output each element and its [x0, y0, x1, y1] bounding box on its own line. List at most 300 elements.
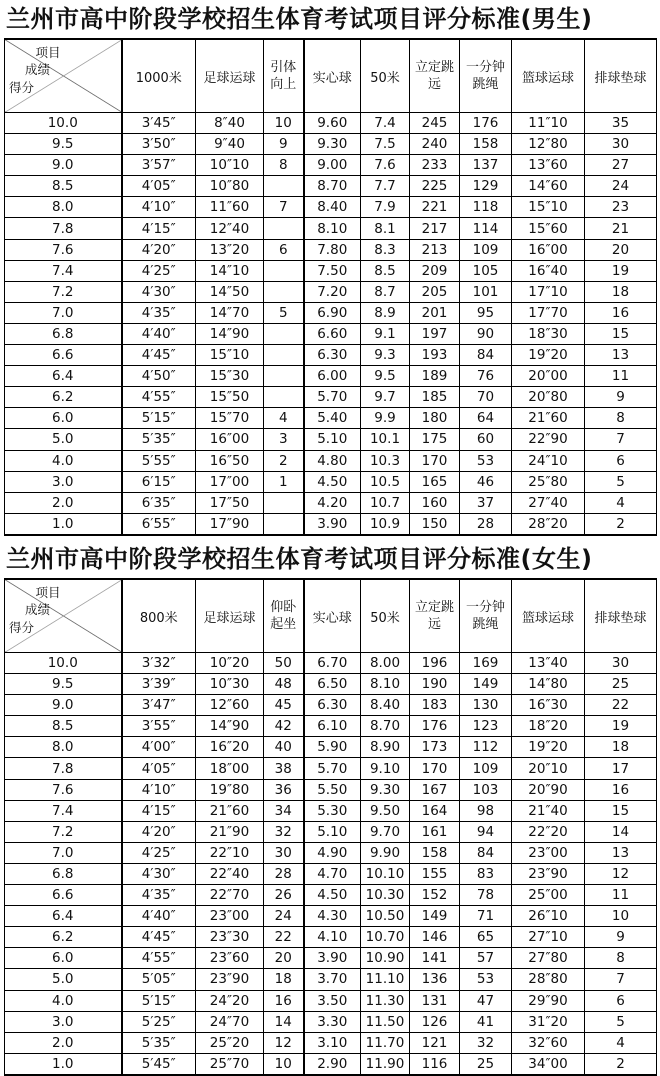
value-cell: 4′50″ [122, 366, 196, 387]
value-cell: 4′40″ [122, 323, 196, 344]
value-cell: 9.3 [361, 345, 410, 366]
score-cell: 7.4 [5, 800, 122, 821]
column-header: 篮球运球 [512, 39, 585, 113]
value-cell: 64 [460, 408, 512, 429]
value-cell: 7.50 [304, 260, 361, 281]
value-cell: 13″40 [512, 653, 585, 674]
table-row [5, 281, 657, 302]
value-cell: 5.10 [304, 429, 361, 450]
value-cell: 3′55″ [122, 716, 196, 737]
value-cell: 24 [264, 906, 304, 927]
value-cell: 8.40 [304, 197, 361, 218]
value-cell: 6.00 [304, 366, 361, 387]
value-cell: 5′15″ [122, 990, 196, 1011]
value-cell: 5 [264, 302, 304, 323]
value-cell: 4 [264, 408, 304, 429]
value-cell: 4′25″ [122, 260, 196, 281]
value-cell [264, 260, 304, 281]
value-cell: 27 [585, 155, 657, 176]
table-row [5, 906, 657, 927]
value-cell: 136 [410, 969, 460, 990]
value-cell: 22 [264, 927, 304, 948]
value-cell: 15″10 [196, 345, 264, 366]
value-cell: 15 [585, 323, 657, 344]
value-cell: 114 [460, 218, 512, 239]
value-cell: 27″10 [512, 927, 585, 948]
value-cell: 190 [410, 674, 460, 695]
male-score-table [4, 38, 657, 536]
value-cell: 197 [410, 323, 460, 344]
value-cell: 8.3 [361, 239, 410, 260]
value-cell: 13 [585, 345, 657, 366]
value-cell: 23 [585, 197, 657, 218]
value-cell: 20 [585, 239, 657, 260]
value-cell: 10 [264, 1053, 304, 1075]
value-cell: 7.80 [304, 239, 361, 260]
value-cell: 205 [410, 281, 460, 302]
value-cell: 16″30 [512, 695, 585, 716]
value-cell: 10.1 [361, 429, 410, 450]
value-cell: 6′15″ [122, 471, 196, 492]
value-cell: 11.10 [361, 969, 410, 990]
value-cell: 23″90 [196, 969, 264, 990]
value-cell: 10.9 [361, 513, 410, 535]
value-cell: 164 [410, 800, 460, 821]
value-cell: 16 [585, 779, 657, 800]
table-row [5, 345, 657, 366]
value-cell: 175 [410, 429, 460, 450]
value-cell: 4′25″ [122, 842, 196, 863]
value-cell: 221 [410, 197, 460, 218]
value-cell: 173 [410, 737, 460, 758]
value-cell: 105 [460, 260, 512, 281]
value-cell: 28″20 [512, 513, 585, 535]
value-cell: 11.50 [361, 1011, 410, 1032]
value-cell: 25 [585, 674, 657, 695]
value-cell: 5′35″ [122, 429, 196, 450]
score-cell: 10.0 [5, 653, 122, 674]
score-cell: 8.5 [5, 716, 122, 737]
column-header: 排球垫球 [585, 579, 657, 653]
value-cell: 7 [585, 429, 657, 450]
value-cell: 131 [410, 990, 460, 1011]
value-cell: 14″80 [512, 674, 585, 695]
value-cell: 6 [264, 239, 304, 260]
value-cell: 158 [410, 842, 460, 863]
value-cell: 17″90 [196, 513, 264, 535]
header-score-label: 得分 [9, 80, 35, 95]
value-cell: 160 [410, 492, 460, 513]
value-cell [264, 513, 304, 535]
value-cell: 201 [410, 302, 460, 323]
male-title: 兰州市高中阶段学校招生体育考试项目评分标准(男生) [6, 5, 593, 33]
value-cell: 9 [264, 134, 304, 155]
value-cell: 31″20 [512, 1011, 585, 1032]
column-header: 足球运球 [196, 579, 264, 653]
value-cell: 19″20 [512, 737, 585, 758]
value-cell: 23″30 [196, 927, 264, 948]
value-cell: 9.7 [361, 387, 410, 408]
value-cell: 76 [460, 366, 512, 387]
value-cell: 11″10 [512, 113, 585, 134]
score-cell: 7.8 [5, 758, 122, 779]
value-cell: 16″20 [196, 737, 264, 758]
table-row [5, 260, 657, 281]
value-cell: 19 [585, 716, 657, 737]
value-cell: 146 [410, 927, 460, 948]
value-cell: 149 [410, 906, 460, 927]
value-cell: 16″00 [512, 239, 585, 260]
value-cell: 15″10 [512, 197, 585, 218]
value-cell: 46 [460, 471, 512, 492]
value-cell: 47 [460, 990, 512, 1011]
value-cell: 98 [460, 800, 512, 821]
value-cell: 15″50 [196, 387, 264, 408]
value-cell: 4′05″ [122, 176, 196, 197]
value-cell: 10.30 [361, 885, 410, 906]
column-header: 实心球 [304, 39, 361, 113]
value-cell: 130 [460, 695, 512, 716]
value-cell: 27″40 [512, 492, 585, 513]
table-row [5, 758, 657, 779]
table-row [5, 450, 657, 471]
value-cell: 6.10 [304, 716, 361, 737]
value-cell: 30 [585, 134, 657, 155]
column-header: 实心球 [304, 579, 361, 653]
value-cell: 24 [585, 176, 657, 197]
value-cell: 12″40 [196, 218, 264, 239]
female-title: 兰州市高中阶段学校招生体育考试项目评分标准(女生) [6, 545, 593, 573]
score-cell: 1.0 [5, 1053, 122, 1075]
value-cell: 9.10 [361, 758, 410, 779]
value-cell: 26 [264, 885, 304, 906]
score-cell: 2.0 [5, 492, 122, 513]
value-cell: 30 [585, 653, 657, 674]
value-cell: 5.70 [304, 387, 361, 408]
header-item-label: 项目 [35, 585, 61, 600]
value-cell [264, 366, 304, 387]
value-cell: 4′45″ [122, 345, 196, 366]
value-cell: 141 [410, 948, 460, 969]
score-cell: 7.2 [5, 281, 122, 302]
value-cell: 4′30″ [122, 863, 196, 884]
value-cell: 4.10 [304, 927, 361, 948]
value-cell: 37 [460, 492, 512, 513]
header-item-label: 项目 [35, 45, 61, 60]
value-cell: 240 [410, 134, 460, 155]
value-cell: 71 [460, 906, 512, 927]
value-cell: 165 [410, 471, 460, 492]
value-cell: 189 [410, 366, 460, 387]
value-cell: 3′47″ [122, 695, 196, 716]
value-cell: 11 [585, 366, 657, 387]
value-cell: 6.60 [304, 323, 361, 344]
value-cell: 25″80 [512, 471, 585, 492]
value-cell: 7.4 [361, 113, 410, 134]
value-cell: 7 [264, 197, 304, 218]
value-cell: 14″10 [196, 260, 264, 281]
value-cell: 5.50 [304, 779, 361, 800]
value-cell: 4′10″ [122, 779, 196, 800]
score-cell: 2.0 [5, 1032, 122, 1053]
value-cell: 9 [585, 387, 657, 408]
value-cell: 9.30 [361, 779, 410, 800]
value-cell: 150 [410, 513, 460, 535]
table-row [5, 197, 657, 218]
value-cell: 11.30 [361, 990, 410, 1011]
value-cell: 6.90 [304, 302, 361, 323]
value-cell: 95 [460, 302, 512, 323]
value-cell: 8.40 [361, 695, 410, 716]
value-cell: 28 [264, 863, 304, 884]
value-cell: 149 [460, 674, 512, 695]
value-cell: 22 [585, 695, 657, 716]
value-cell: 3′45″ [122, 113, 196, 134]
value-cell: 21″60 [196, 800, 264, 821]
header-score-label: 得分 [9, 620, 35, 635]
value-cell [264, 218, 304, 239]
male-table-body [5, 113, 657, 535]
table-row [5, 821, 657, 842]
value-cell: 17″50 [196, 492, 264, 513]
value-cell: 10.5 [361, 471, 410, 492]
value-cell: 10.50 [361, 906, 410, 927]
column-header: 引体向上 [264, 39, 304, 113]
value-cell: 11.70 [361, 1032, 410, 1053]
column-header: 仰卧起坐 [264, 579, 304, 653]
value-cell: 4.80 [304, 450, 361, 471]
value-cell: 16 [585, 302, 657, 323]
value-cell: 5′15″ [122, 408, 196, 429]
value-cell: 2 [585, 1053, 657, 1075]
value-cell: 152 [410, 885, 460, 906]
value-cell: 8.00 [361, 653, 410, 674]
value-cell: 19″20 [512, 345, 585, 366]
value-cell [264, 281, 304, 302]
value-cell: 13″60 [512, 155, 585, 176]
value-cell: 18″20 [512, 716, 585, 737]
value-cell: 3′32″ [122, 653, 196, 674]
score-cell: 7.4 [5, 260, 122, 281]
value-cell: 20″90 [512, 779, 585, 800]
value-cell: 23″00 [512, 842, 585, 863]
value-cell: 6′55″ [122, 513, 196, 535]
value-cell: 10″30 [196, 674, 264, 695]
value-cell: 14″50 [196, 281, 264, 302]
score-cell: 6.4 [5, 906, 122, 927]
value-cell: 18″00 [196, 758, 264, 779]
value-cell: 4 [585, 1032, 657, 1053]
value-cell: 84 [460, 842, 512, 863]
score-cell: 7.6 [5, 239, 122, 260]
value-cell: 9.70 [361, 821, 410, 842]
value-cell: 3′50″ [122, 134, 196, 155]
value-cell: 19″80 [196, 779, 264, 800]
value-cell: 57 [460, 948, 512, 969]
value-cell: 34″00 [512, 1053, 585, 1075]
table-row [5, 737, 657, 758]
female-table-body [5, 653, 657, 1075]
value-cell: 5′05″ [122, 969, 196, 990]
column-header: 足球运球 [196, 39, 264, 113]
value-cell: 22″40 [196, 863, 264, 884]
value-cell: 32 [460, 1032, 512, 1053]
value-cell: 196 [410, 653, 460, 674]
value-cell: 4′05″ [122, 758, 196, 779]
value-cell: 10.70 [361, 927, 410, 948]
value-cell: 5′45″ [122, 1053, 196, 1075]
value-cell: 137 [460, 155, 512, 176]
value-cell: 176 [410, 716, 460, 737]
value-cell: 50 [264, 653, 304, 674]
value-cell: 9.30 [304, 134, 361, 155]
value-cell: 9.90 [361, 842, 410, 863]
value-cell: 16″00 [196, 429, 264, 450]
value-cell: 17″10 [512, 281, 585, 302]
value-cell: 2 [585, 513, 657, 535]
table-row [5, 990, 657, 1011]
value-cell: 5.10 [304, 821, 361, 842]
value-cell: 27″80 [512, 948, 585, 969]
value-cell: 84 [460, 345, 512, 366]
value-cell: 5.90 [304, 737, 361, 758]
value-cell: 25 [460, 1053, 512, 1075]
value-cell: 126 [410, 1011, 460, 1032]
value-cell: 9.00 [304, 155, 361, 176]
value-cell: 5.40 [304, 408, 361, 429]
value-cell: 4′10″ [122, 197, 196, 218]
table-row [5, 513, 657, 535]
male-section [0, 0, 660, 536]
value-cell: 23″00 [196, 906, 264, 927]
value-cell: 3′39″ [122, 674, 196, 695]
value-cell: 103 [460, 779, 512, 800]
value-cell: 21″60 [512, 408, 585, 429]
column-header: 立定跳远 [410, 39, 460, 113]
table-row [5, 134, 657, 155]
value-cell: 4′35″ [122, 885, 196, 906]
column-header: 立定跳远 [410, 579, 460, 653]
value-cell: 53 [460, 450, 512, 471]
value-cell: 155 [410, 863, 460, 884]
value-cell: 24″70 [196, 1011, 264, 1032]
value-cell: 8.1 [361, 218, 410, 239]
table-row [5, 674, 657, 695]
value-cell: 25″00 [512, 885, 585, 906]
value-cell: 11.90 [361, 1053, 410, 1075]
value-cell: 14″90 [196, 323, 264, 344]
value-cell: 83 [460, 863, 512, 884]
value-cell: 22″10 [196, 842, 264, 863]
value-cell: 32″60 [512, 1032, 585, 1053]
score-cell: 9.0 [5, 695, 122, 716]
score-cell: 6.8 [5, 323, 122, 344]
score-cell: 6.0 [5, 408, 122, 429]
value-cell: 109 [460, 239, 512, 260]
value-cell: 17″00 [196, 471, 264, 492]
table-row [5, 1032, 657, 1053]
table-row [5, 1011, 657, 1032]
value-cell: 7.5 [361, 134, 410, 155]
value-cell: 10″80 [196, 176, 264, 197]
score-cell: 6.2 [5, 387, 122, 408]
value-cell: 10.7 [361, 492, 410, 513]
value-cell: 17 [585, 758, 657, 779]
score-cell: 7.0 [5, 302, 122, 323]
table-row [5, 653, 657, 674]
value-cell: 5′55″ [122, 450, 196, 471]
value-cell: 8.70 [361, 716, 410, 737]
value-cell: 2.90 [304, 1053, 361, 1075]
value-cell: 6′35″ [122, 492, 196, 513]
value-cell: 45 [264, 695, 304, 716]
value-cell: 7.6 [361, 155, 410, 176]
value-cell: 169 [460, 653, 512, 674]
value-cell: 3.90 [304, 513, 361, 535]
value-cell: 3.10 [304, 1032, 361, 1053]
value-cell: 4′00″ [122, 737, 196, 758]
value-cell: 4.30 [304, 906, 361, 927]
value-cell: 18 [585, 281, 657, 302]
value-cell: 21″90 [196, 821, 264, 842]
value-cell: 185 [410, 387, 460, 408]
value-cell: 12″80 [512, 134, 585, 155]
value-cell [264, 323, 304, 344]
value-cell: 3.90 [304, 948, 361, 969]
value-cell: 9″40 [196, 134, 264, 155]
value-cell: 6.70 [304, 653, 361, 674]
score-cell: 6.0 [5, 948, 122, 969]
value-cell: 5 [585, 471, 657, 492]
score-cell: 5.0 [5, 969, 122, 990]
value-cell: 176 [460, 113, 512, 134]
value-cell: 3.70 [304, 969, 361, 990]
column-header: 50米 [361, 39, 410, 113]
score-cell: 9.0 [5, 155, 122, 176]
score-cell: 4.0 [5, 450, 122, 471]
value-cell: 9.5 [361, 366, 410, 387]
value-cell: 3.50 [304, 990, 361, 1011]
value-cell: 5.30 [304, 800, 361, 821]
value-cell: 26″10 [512, 906, 585, 927]
value-cell: 15″60 [512, 218, 585, 239]
value-cell: 6.30 [304, 695, 361, 716]
value-cell: 183 [410, 695, 460, 716]
value-cell: 8″40 [196, 113, 264, 134]
value-cell: 116 [410, 1053, 460, 1075]
value-cell: 4′35″ [122, 302, 196, 323]
value-cell: 4.20 [304, 492, 361, 513]
value-cell: 209 [410, 260, 460, 281]
table-row [5, 885, 657, 906]
value-cell: 9.1 [361, 323, 410, 344]
value-cell: 161 [410, 821, 460, 842]
score-cell: 7.0 [5, 842, 122, 863]
column-header: 1000米 [122, 39, 196, 113]
value-cell: 6 [585, 990, 657, 1011]
score-cell: 10.0 [5, 113, 122, 134]
value-cell: 8.9 [361, 302, 410, 323]
value-cell: 10 [585, 906, 657, 927]
value-cell: 121 [410, 1032, 460, 1053]
score-cell: 7.8 [5, 218, 122, 239]
value-cell [264, 176, 304, 197]
score-cell: 8.0 [5, 737, 122, 758]
value-cell: 109 [460, 758, 512, 779]
value-cell: 245 [410, 113, 460, 134]
value-cell: 78 [460, 885, 512, 906]
value-cell: 24″20 [196, 990, 264, 1011]
